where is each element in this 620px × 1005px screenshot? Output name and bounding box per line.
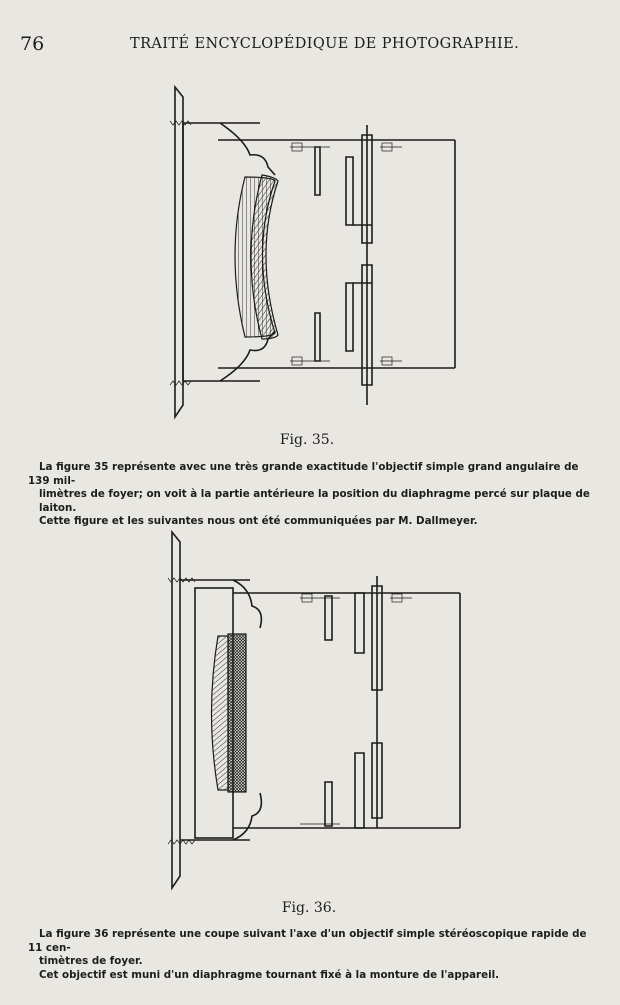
figure-caption-35 — [28, 461, 602, 529]
caption-line: limètres de foyer; on voit à la partie antérieure la position du diaphragme percé sur plaque de laiton. — [39, 488, 590, 514]
figure-caption-36 — [28, 928, 602, 982]
caption-line: Cet objectif est muni d'un diaphragme tournant fixé à la monture de l'appareil. — [39, 968, 500, 981]
page-number: 76 — [20, 33, 45, 55]
lens-diagram-fig35 — [150, 85, 470, 425]
caption-line: La figure 36 représente une coupe suivant l'axe d'un objectif simple stéréoscopique rapide de 11 cen- — [28, 928, 587, 954]
figure-label-35: Fig. 35. — [279, 432, 335, 448]
caption-line: La figure 35 représente avec une très grande exactitude l'objectif simple grand angulaire de 139 mil- — [28, 461, 579, 487]
running-title: TRAITÉ ENCYCLOPÉDIQUE DE PHOTOGRAPHIE. — [130, 36, 520, 52]
caption-line: timètres de foyer. — [39, 955, 143, 967]
lens-diagram-fig36 — [150, 528, 470, 898]
caption-line: Cette figure et les suivantes nous ont été communiquées par M. Dallmeyer. — [39, 515, 478, 527]
figure-label-36: Fig. 36. — [281, 900, 337, 916]
